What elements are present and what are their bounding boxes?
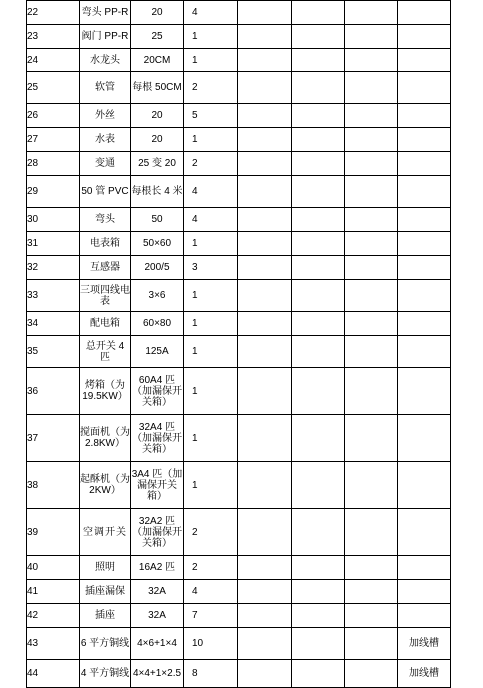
table-row xyxy=(27,49,451,72)
item-qty xyxy=(184,176,238,208)
table-row xyxy=(27,128,451,152)
item-note xyxy=(398,312,451,336)
empty-cell xyxy=(345,415,398,462)
item-note xyxy=(398,368,451,415)
row-number: 23 xyxy=(27,25,80,49)
qty-text: 1 xyxy=(192,432,198,444)
item-name: 6 平方铜线 xyxy=(80,628,131,660)
qty-text: 2 xyxy=(192,158,198,169)
qty-text: 1 xyxy=(192,238,198,249)
item-qty xyxy=(184,462,238,509)
item-qty xyxy=(184,72,238,104)
empty-cell xyxy=(345,368,398,415)
table-row xyxy=(27,312,451,336)
empty-cell xyxy=(238,280,292,312)
item-name: 50 管 PVC xyxy=(80,176,131,208)
qty-text: 4 xyxy=(192,586,198,597)
item-qty xyxy=(184,628,238,660)
item-spec: 每根 50CM xyxy=(131,72,184,104)
item-spec: 125A xyxy=(131,336,184,368)
item-spec: 3×6 xyxy=(131,280,184,312)
qty-text: 7 xyxy=(192,610,198,621)
item-name: 三项四线电表 xyxy=(80,280,131,312)
table-row xyxy=(27,462,451,509)
item-name: 水龙头 xyxy=(80,49,131,72)
row-number: 41 xyxy=(27,580,80,604)
row-number: 28 xyxy=(27,152,80,176)
empty-cell xyxy=(345,256,398,280)
qty-text: 2 xyxy=(192,562,198,573)
item-note xyxy=(398,232,451,256)
item-note xyxy=(398,49,451,72)
item-name: 4 平方铜线 xyxy=(80,660,131,688)
empty-cell xyxy=(345,580,398,604)
row-number: 36 xyxy=(27,368,80,415)
item-spec: 20 xyxy=(131,104,184,128)
empty-cell xyxy=(292,368,345,415)
empty-cell xyxy=(238,256,292,280)
item-note xyxy=(398,104,451,128)
item-qty xyxy=(184,1,238,25)
item-qty xyxy=(184,152,238,176)
item-spec: 20 xyxy=(131,1,184,25)
empty-cell xyxy=(345,280,398,312)
empty-cell xyxy=(238,604,292,628)
item-note xyxy=(398,336,451,368)
item-name: 插座 xyxy=(80,604,131,628)
empty-cell xyxy=(238,1,292,25)
empty-cell xyxy=(345,176,398,208)
item-qty xyxy=(184,49,238,72)
qty-text: 1 xyxy=(192,31,198,42)
empty-cell xyxy=(292,280,345,312)
item-spec: 4×4+1×2.5 xyxy=(131,660,184,688)
empty-cell xyxy=(238,368,292,415)
empty-cell xyxy=(292,660,345,688)
item-note xyxy=(398,176,451,208)
item-spec: 32A4 匹（加漏保开关箱） xyxy=(131,415,184,462)
item-spec: 每根长 4 米 xyxy=(131,176,184,208)
item-name: 弯头 PP-R xyxy=(80,1,131,25)
qty-text: 2 xyxy=(192,526,198,538)
item-name: 软管 xyxy=(80,72,131,104)
empty-cell xyxy=(238,232,292,256)
row-number: 44 xyxy=(27,660,80,688)
row-number: 43 xyxy=(27,628,80,660)
empty-cell xyxy=(238,72,292,104)
empty-cell xyxy=(292,128,345,152)
empty-cell xyxy=(345,104,398,128)
empty-cell xyxy=(292,152,345,176)
empty-cell xyxy=(238,208,292,232)
row-number: 31 xyxy=(27,232,80,256)
item-qty xyxy=(184,368,238,415)
empty-cell xyxy=(292,256,345,280)
item-spec: 25 xyxy=(131,25,184,49)
item-note: 加线槽 xyxy=(398,628,451,660)
item-note xyxy=(398,208,451,232)
item-qty xyxy=(184,280,238,312)
qty-text: 1 xyxy=(192,290,198,301)
empty-cell xyxy=(292,604,345,628)
empty-cell xyxy=(345,628,398,660)
item-qty xyxy=(184,312,238,336)
qty-text: 1 xyxy=(192,479,198,491)
item-name: 总开关 4 匹 xyxy=(80,336,131,368)
item-spec: 20 xyxy=(131,128,184,152)
table-row xyxy=(27,415,451,462)
qty-text: 1 xyxy=(192,385,198,397)
row-number: 34 xyxy=(27,312,80,336)
empty-cell xyxy=(292,336,345,368)
item-note xyxy=(398,556,451,580)
item-qty xyxy=(184,660,238,688)
item-spec: 32A xyxy=(131,604,184,628)
empty-cell xyxy=(238,152,292,176)
empty-cell xyxy=(292,580,345,604)
item-name: 弯头 xyxy=(80,208,131,232)
item-note xyxy=(398,280,451,312)
item-qty xyxy=(184,25,238,49)
item-spec: 32A2 匹（加漏保开关箱） xyxy=(131,509,184,556)
item-spec: 50 xyxy=(131,208,184,232)
materials-table xyxy=(26,0,451,688)
empty-cell xyxy=(345,25,398,49)
table-row xyxy=(27,232,451,256)
item-note xyxy=(398,25,451,49)
table-row xyxy=(27,628,451,660)
table-row xyxy=(27,256,451,280)
item-qty xyxy=(184,128,238,152)
empty-cell xyxy=(345,509,398,556)
item-note xyxy=(398,580,451,604)
item-note xyxy=(398,509,451,556)
empty-cell xyxy=(238,176,292,208)
item-name: 水表 xyxy=(80,128,131,152)
item-spec: 200/5 xyxy=(131,256,184,280)
table-row xyxy=(27,25,451,49)
item-name: 变通 xyxy=(80,152,131,176)
qty-text: 3 xyxy=(192,262,198,273)
empty-cell xyxy=(292,176,345,208)
row-number: 32 xyxy=(27,256,80,280)
item-spec: 60×80 xyxy=(131,312,184,336)
item-note xyxy=(398,462,451,509)
empty-cell xyxy=(345,462,398,509)
item-note xyxy=(398,72,451,104)
qty-text: 4 xyxy=(192,214,198,225)
item-note: 加线槽 xyxy=(398,660,451,688)
empty-cell xyxy=(345,312,398,336)
empty-cell xyxy=(345,604,398,628)
empty-cell xyxy=(238,462,292,509)
empty-cell xyxy=(238,660,292,688)
item-name: 空调开关 xyxy=(80,509,131,556)
table-row xyxy=(27,509,451,556)
empty-cell xyxy=(292,232,345,256)
item-qty xyxy=(184,604,238,628)
empty-cell xyxy=(345,1,398,25)
item-note xyxy=(398,128,451,152)
row-number: 40 xyxy=(27,556,80,580)
table-row xyxy=(27,1,451,25)
empty-cell xyxy=(292,25,345,49)
item-spec: 3A4 匹（加漏保开关箱） xyxy=(131,462,184,509)
item-name: 搅面机（为 2.8KW） xyxy=(80,415,131,462)
item-qty xyxy=(184,580,238,604)
item-spec: 60A4 匹（加漏保开关箱） xyxy=(131,368,184,415)
qty-text: 4 xyxy=(192,186,198,197)
qty-text: 1 xyxy=(192,134,198,145)
row-number: 33 xyxy=(27,280,80,312)
row-number: 24 xyxy=(27,49,80,72)
qty-text: 2 xyxy=(192,82,198,93)
empty-cell xyxy=(345,336,398,368)
qty-text: 4 xyxy=(192,7,198,18)
item-name: 照明 xyxy=(80,556,131,580)
table-row xyxy=(27,368,451,415)
qty-text: 1 xyxy=(192,346,198,357)
empty-cell xyxy=(292,509,345,556)
item-name: 互感器 xyxy=(80,256,131,280)
empty-cell xyxy=(238,25,292,49)
item-note xyxy=(398,152,451,176)
empty-cell xyxy=(238,580,292,604)
empty-cell xyxy=(238,509,292,556)
empty-cell xyxy=(238,556,292,580)
empty-cell xyxy=(292,104,345,128)
empty-cell xyxy=(292,415,345,462)
row-number: 37 xyxy=(27,415,80,462)
table-row xyxy=(27,580,451,604)
empty-cell xyxy=(238,628,292,660)
item-name: 插座漏保 xyxy=(80,580,131,604)
table-row xyxy=(27,336,451,368)
item-note xyxy=(398,415,451,462)
empty-cell xyxy=(292,462,345,509)
qty-text: 10 xyxy=(192,638,204,649)
empty-cell xyxy=(292,72,345,104)
empty-cell xyxy=(292,1,345,25)
item-spec: 16A2 匹 xyxy=(131,556,184,580)
table-row xyxy=(27,72,451,104)
item-qty xyxy=(184,256,238,280)
table-row xyxy=(27,176,451,208)
empty-cell xyxy=(292,312,345,336)
empty-cell xyxy=(238,49,292,72)
row-number: 42 xyxy=(27,604,80,628)
row-number: 29 xyxy=(27,176,80,208)
row-number: 30 xyxy=(27,208,80,232)
qty-text: 1 xyxy=(192,318,198,329)
item-qty xyxy=(184,556,238,580)
item-spec: 50×60 xyxy=(131,232,184,256)
row-number: 35 xyxy=(27,336,80,368)
table-row xyxy=(27,152,451,176)
item-qty xyxy=(184,336,238,368)
item-note xyxy=(398,604,451,628)
item-name: 起酥机（为 2KW） xyxy=(80,462,131,509)
item-qty xyxy=(184,232,238,256)
qty-text: 1 xyxy=(192,54,198,66)
table-row xyxy=(27,208,451,232)
table-row xyxy=(27,104,451,128)
item-qty xyxy=(184,104,238,128)
empty-cell xyxy=(345,128,398,152)
item-qty xyxy=(184,509,238,556)
empty-cell xyxy=(238,415,292,462)
empty-cell xyxy=(345,556,398,580)
empty-cell xyxy=(345,232,398,256)
empty-cell xyxy=(345,152,398,176)
empty-cell xyxy=(238,104,292,128)
item-spec: 20CM xyxy=(131,49,184,72)
empty-cell xyxy=(292,49,345,72)
row-number: 26 xyxy=(27,104,80,128)
empty-cell xyxy=(345,72,398,104)
item-name: 烤箱（为 19.5KW） xyxy=(80,368,131,415)
empty-cell xyxy=(345,208,398,232)
row-number: 22 xyxy=(27,1,80,25)
empty-cell xyxy=(292,208,345,232)
row-number: 27 xyxy=(27,128,80,152)
empty-cell xyxy=(238,128,292,152)
empty-cell xyxy=(238,336,292,368)
item-name: 电表箱 xyxy=(80,232,131,256)
item-spec: 4×6+1×4 xyxy=(131,628,184,660)
qty-text: 5 xyxy=(192,110,198,121)
empty-cell xyxy=(292,556,345,580)
item-qty xyxy=(184,415,238,462)
table-row xyxy=(27,556,451,580)
empty-cell xyxy=(238,312,292,336)
item-name: 外丝 xyxy=(80,104,131,128)
row-number: 39 xyxy=(27,509,80,556)
row-number: 38 xyxy=(27,462,80,509)
item-qty xyxy=(184,208,238,232)
row-number: 25 xyxy=(27,72,80,104)
item-name: 阀门 PP-R xyxy=(80,25,131,49)
empty-cell xyxy=(292,628,345,660)
item-name: 配电箱 xyxy=(80,312,131,336)
empty-cell xyxy=(345,660,398,688)
table-row xyxy=(27,660,451,688)
qty-text: 8 xyxy=(192,668,198,679)
table-row xyxy=(27,604,451,628)
item-note xyxy=(398,256,451,280)
item-note xyxy=(398,1,451,25)
item-spec: 25 变 20 xyxy=(131,152,184,176)
empty-cell xyxy=(345,49,398,72)
item-spec: 32A xyxy=(131,580,184,604)
table-row xyxy=(27,280,451,312)
